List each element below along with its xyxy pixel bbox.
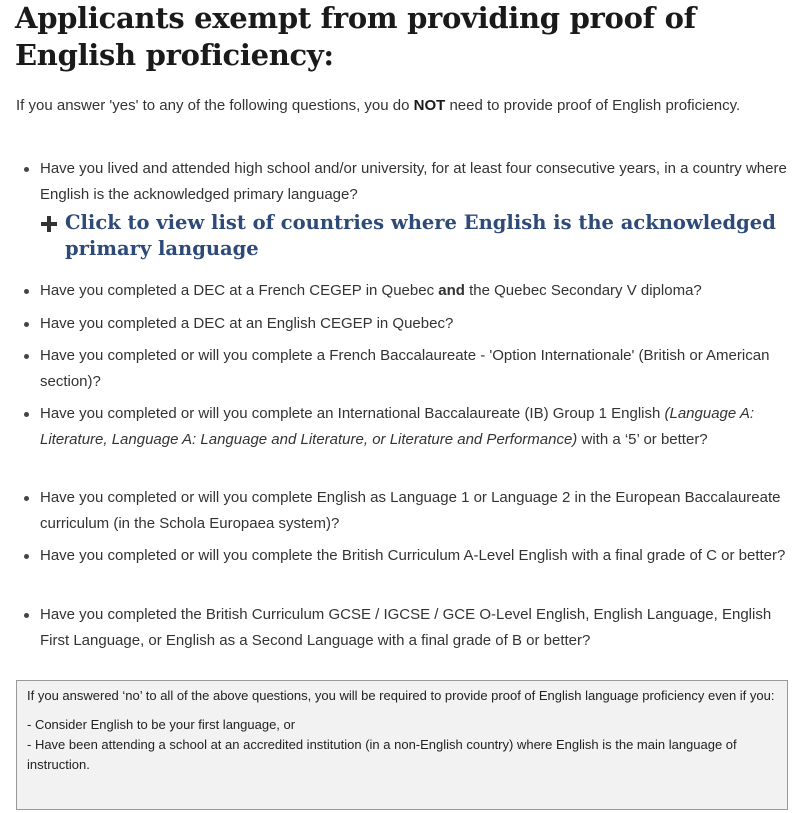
question-emphasis: and (438, 282, 465, 299)
question-italic-note: (Language A: Literature, Language A: Language and Literature, or Literature and Performance) (40, 405, 755, 448)
question-text: Have you completed the British Curriculum GCSE / IGCSE / GCE O-Level English, English Language, English First Language, or English as a Second Language with a final grade of B or better? (40, 606, 772, 649)
info-note-box (16, 680, 788, 810)
intro-text (16, 94, 776, 118)
note-lead-text: If you answered ‘no’ to all of the above questions, you will be required to provide proof of English language proficiency even if you: (27, 688, 775, 703)
question-text: Have you completed a DEC at an English CEGEP in Quebec? (40, 315, 454, 332)
note-item: - Consider English to be your first language, or (27, 717, 296, 732)
question-item (40, 343, 788, 394)
question-item (40, 401, 788, 452)
plus-icon[interactable] (40, 215, 58, 233)
question-item (40, 543, 788, 569)
question-text: Have you completed or will you complete English as Language 1 or Language 2 in the European Baccalaureate curriculum (in the Schola Europaea system)? (40, 489, 781, 532)
question-text: Have you lived and attended high school and/or university, for at least four consecutive years, in a country where English is the acknowledged primary language? (40, 160, 787, 203)
intro-emphasis: NOT (413, 97, 446, 114)
question-text: Have you completed or will you complete a French Baccalaureate - 'Option Internationale' (British or American section)? (40, 347, 770, 390)
question-item (40, 311, 788, 337)
intro-text-end: need to provide proof of English proficiency. (445, 97, 741, 114)
page-title: Applicants exempt from providing proof of English proficiency: (15, 1, 696, 72)
question-item (40, 278, 788, 304)
countries-list-expander[interactable] (40, 210, 780, 262)
question-text-start: Have you completed a DEC at a French CEGEP in Quebec (40, 282, 439, 299)
question-text: Have you completed or will you complete the British Curriculum A-Level English with a final grade of C or better? (40, 547, 786, 564)
question-item (40, 602, 788, 653)
note-item: - Have been attending a school at an accredited institution (in a non-English country) where English is the main language of instruction. (27, 737, 737, 772)
question-text-start: Have you completed or will you complete an International Baccalaureate (IB) Group 1 English (40, 405, 665, 422)
question-text-end: the Quebec Secondary V diploma? (464, 282, 702, 299)
question-item (40, 156, 788, 207)
intro-text-start: If you answer 'yes' to any of the following questions, you do (16, 97, 414, 114)
question-text-end: with a ‘5’ or better? (577, 430, 708, 448)
countries-list-link[interactable]: Click to view list of countries where English is the acknowledged primary language (65, 211, 776, 260)
question-item (40, 485, 788, 536)
